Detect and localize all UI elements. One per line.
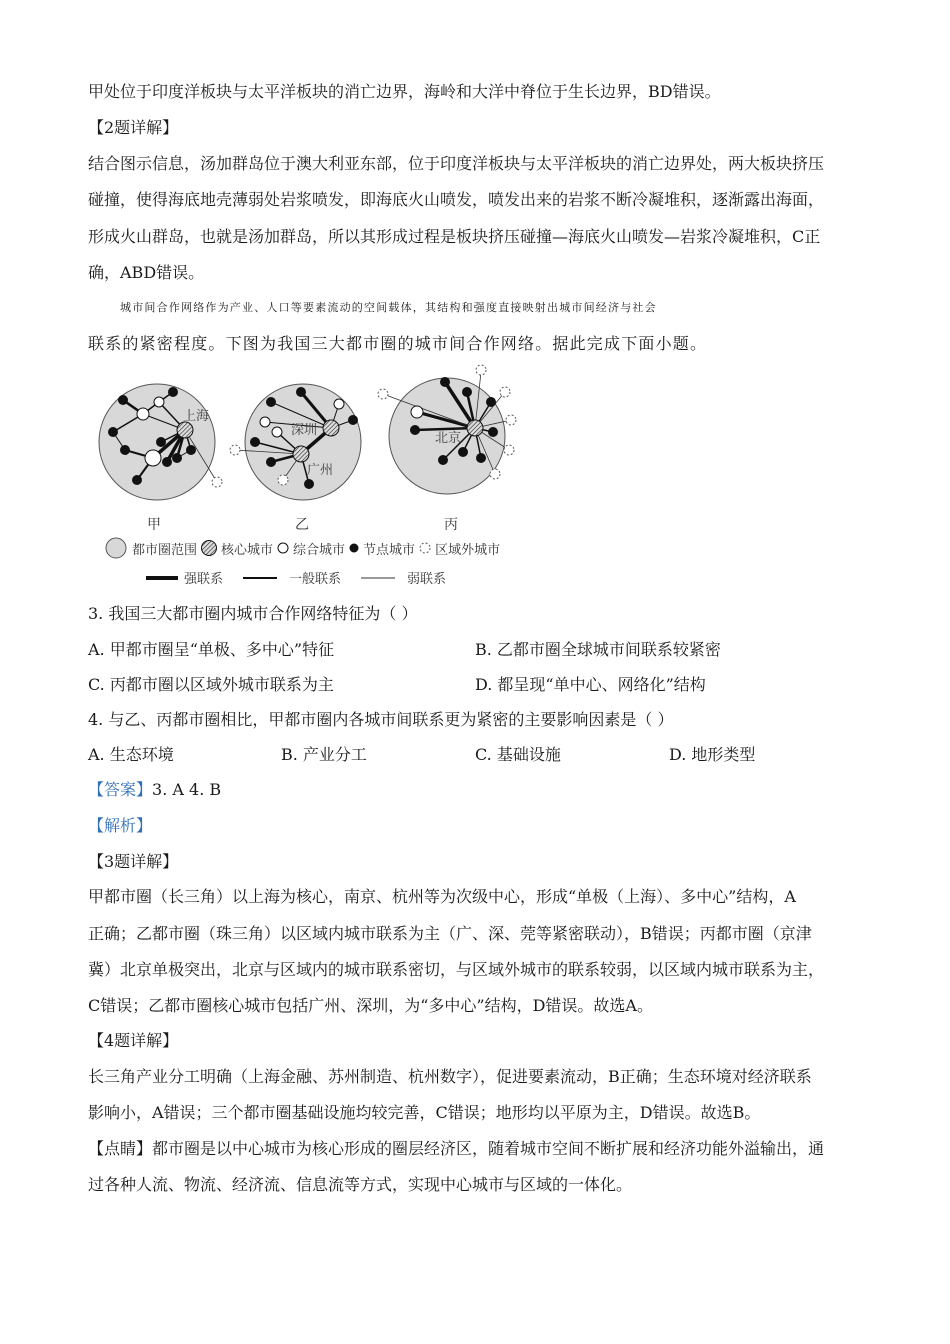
- figure-caption-bing: 丙: [444, 517, 458, 533]
- node-city-legend-icon: [348, 541, 360, 555]
- q3-option-b: B. 乙都市圈全球城市间联系较紧密: [475, 640, 721, 659]
- legend-core-city: 核心城市: [221, 542, 274, 558]
- metro-range-legend-icon: [103, 537, 129, 559]
- legend-comprehensive-city: 综合城市: [293, 542, 346, 558]
- q3-detail-line: 甲都市圈（长三角）以上海为核心，南京、杭州等为次级中心，形成“单极（上海）、多中心”结构，A: [88, 887, 796, 906]
- q3-detail-line: C错误；乙都市圈核心城市包括广州、深圳，为“多中心”结构，D错误。故选A。: [88, 996, 653, 1015]
- answer-label: 【答案】: [88, 780, 153, 799]
- comprehensive-city-legend-icon: [276, 541, 290, 555]
- q4-stem: 4. 与乙、丙都市圈相比，甲都市圈内各城市间联系更为紧密的主要影响因素是（ ）: [88, 710, 674, 729]
- q4-detail-line: 影响小，A错误；三个都市圈基础设施均较完善，C错误；地形均以平原为主，D错误。故选B。: [88, 1103, 761, 1122]
- figure-caption-yi: 乙: [295, 517, 309, 533]
- q2-detail-line: 形成火山群岛，也就是汤加群岛，所以其形成过程是板块挤压碰撞—海底火山喷发—岩浆冷凝堆积，C正: [88, 227, 821, 246]
- q2-detail-heading: 【2题详解】: [88, 118, 179, 137]
- q4-option-a: A. 生态环境: [88, 745, 174, 764]
- q3-detail-line: 正确；乙都市圈（珠三角）以区域内城市联系为主（广、深、莞等紧密联动），B错误；丙都市圈（京津: [88, 924, 812, 943]
- q3-detail-heading: 【3题详解】: [88, 852, 179, 871]
- intro-line: 城市间合作网络作为产业、人口等要素流动的空间载体，其结构和强度直接映射出城市间经济与社会: [120, 301, 657, 314]
- metro-yi-diagram: [230, 384, 361, 500]
- answer-line: [88, 780, 868, 800]
- q4-option-c: C. 基础设施: [475, 745, 561, 764]
- tip-line: 过各种人流、物流、经济流、信息流等方式，实现中心城市与区域的一体化。: [88, 1175, 633, 1194]
- metro-bing-diagram: [378, 365, 516, 494]
- legend-metro-range: 都市圈范围: [132, 542, 198, 558]
- q3-detail-line: 冀）北京单极突出，北京与区域内的城市联系密切，与区域外城市的联系较弱，以区域内城市联系为主，: [88, 960, 825, 979]
- figure-legend: [103, 537, 500, 559]
- figure-legend-links: [146, 568, 446, 587]
- q4-option-d: D. 地形类型: [669, 745, 756, 764]
- q2-detail-line: 结合图示信息，汤加群岛位于澳大利亚东部，位于印度洋板块与太平洋板块的消亡边界处，两大板块挤压: [88, 154, 825, 173]
- core-city-legend-icon: [200, 539, 218, 557]
- metro-jia-diagram: [99, 384, 222, 500]
- normal-link-legend-icon: [243, 573, 283, 583]
- answer-value: 3. A 4. B: [152, 780, 222, 799]
- q3-option-d: D. 都呈现“单中心、网络化”结构: [475, 675, 706, 694]
- strong-link-legend-icon: [146, 573, 178, 583]
- weak-link-legend-icon: [361, 573, 401, 583]
- q3-stem: 3. 我国三大都市圈内城市合作网络特征为（ ）: [88, 604, 418, 623]
- analysis-label: 【解析】: [88, 816, 153, 835]
- city-label-shenzhen: 深圳: [291, 423, 318, 438]
- legend-normal: 一般联系: [289, 572, 342, 587]
- city-label-shanghai: 上海: [183, 409, 210, 424]
- q2-detail-line: 确，ABD错误。: [88, 263, 205, 282]
- outside-city-legend-icon: [418, 541, 432, 555]
- metro-network-figure: [95, 362, 535, 512]
- city-label-beijing: 北京: [435, 431, 462, 446]
- legend-weak: 弱联系: [407, 572, 447, 587]
- q3-option-a: A. 甲都市圈呈“单极、多中心”特征: [88, 640, 335, 659]
- q2-detail-line: 碰撞，使得海底地壳薄弱处岩浆喷发，即海底火山喷发，喷发出来的岩浆不断冷凝堆积，逐渐露出海面，: [88, 190, 825, 209]
- q4-detail-line: 长三角产业分工明确（上海金融、苏州制造、杭州数字），促进要素流动，B正确；生态环境对经济联系: [88, 1067, 812, 1086]
- q4-detail-heading: 【4题详解】: [88, 1031, 179, 1050]
- q4-option-b: B. 产业分工: [281, 745, 367, 764]
- legend-strong: 强联系: [184, 572, 224, 587]
- figure-caption-jia: 甲: [147, 517, 161, 533]
- q3-option-c: C. 丙都市圈以区域外城市联系为主: [88, 675, 334, 694]
- intro-line: 联系的紧密程度。下图为我国三大都市圈的城市间合作网络。据此完成下面小题。: [88, 334, 708, 353]
- city-label-guangzhou: 广州: [307, 463, 334, 478]
- tip-line: 【点睛】都市圈是以中心城市为核心形成的圈层经济区，随着城市空间不断扩展和经济功能外溢输出，通: [88, 1139, 825, 1158]
- prev-answer-line: 甲处位于印度洋板块与太平洋板块的消亡边界，海岭和大洋中脊位于生长边界，BD错误。: [88, 82, 721, 101]
- legend-node-city: 节点城市: [363, 542, 416, 558]
- legend-outside-city: 区域外城市: [435, 542, 501, 558]
